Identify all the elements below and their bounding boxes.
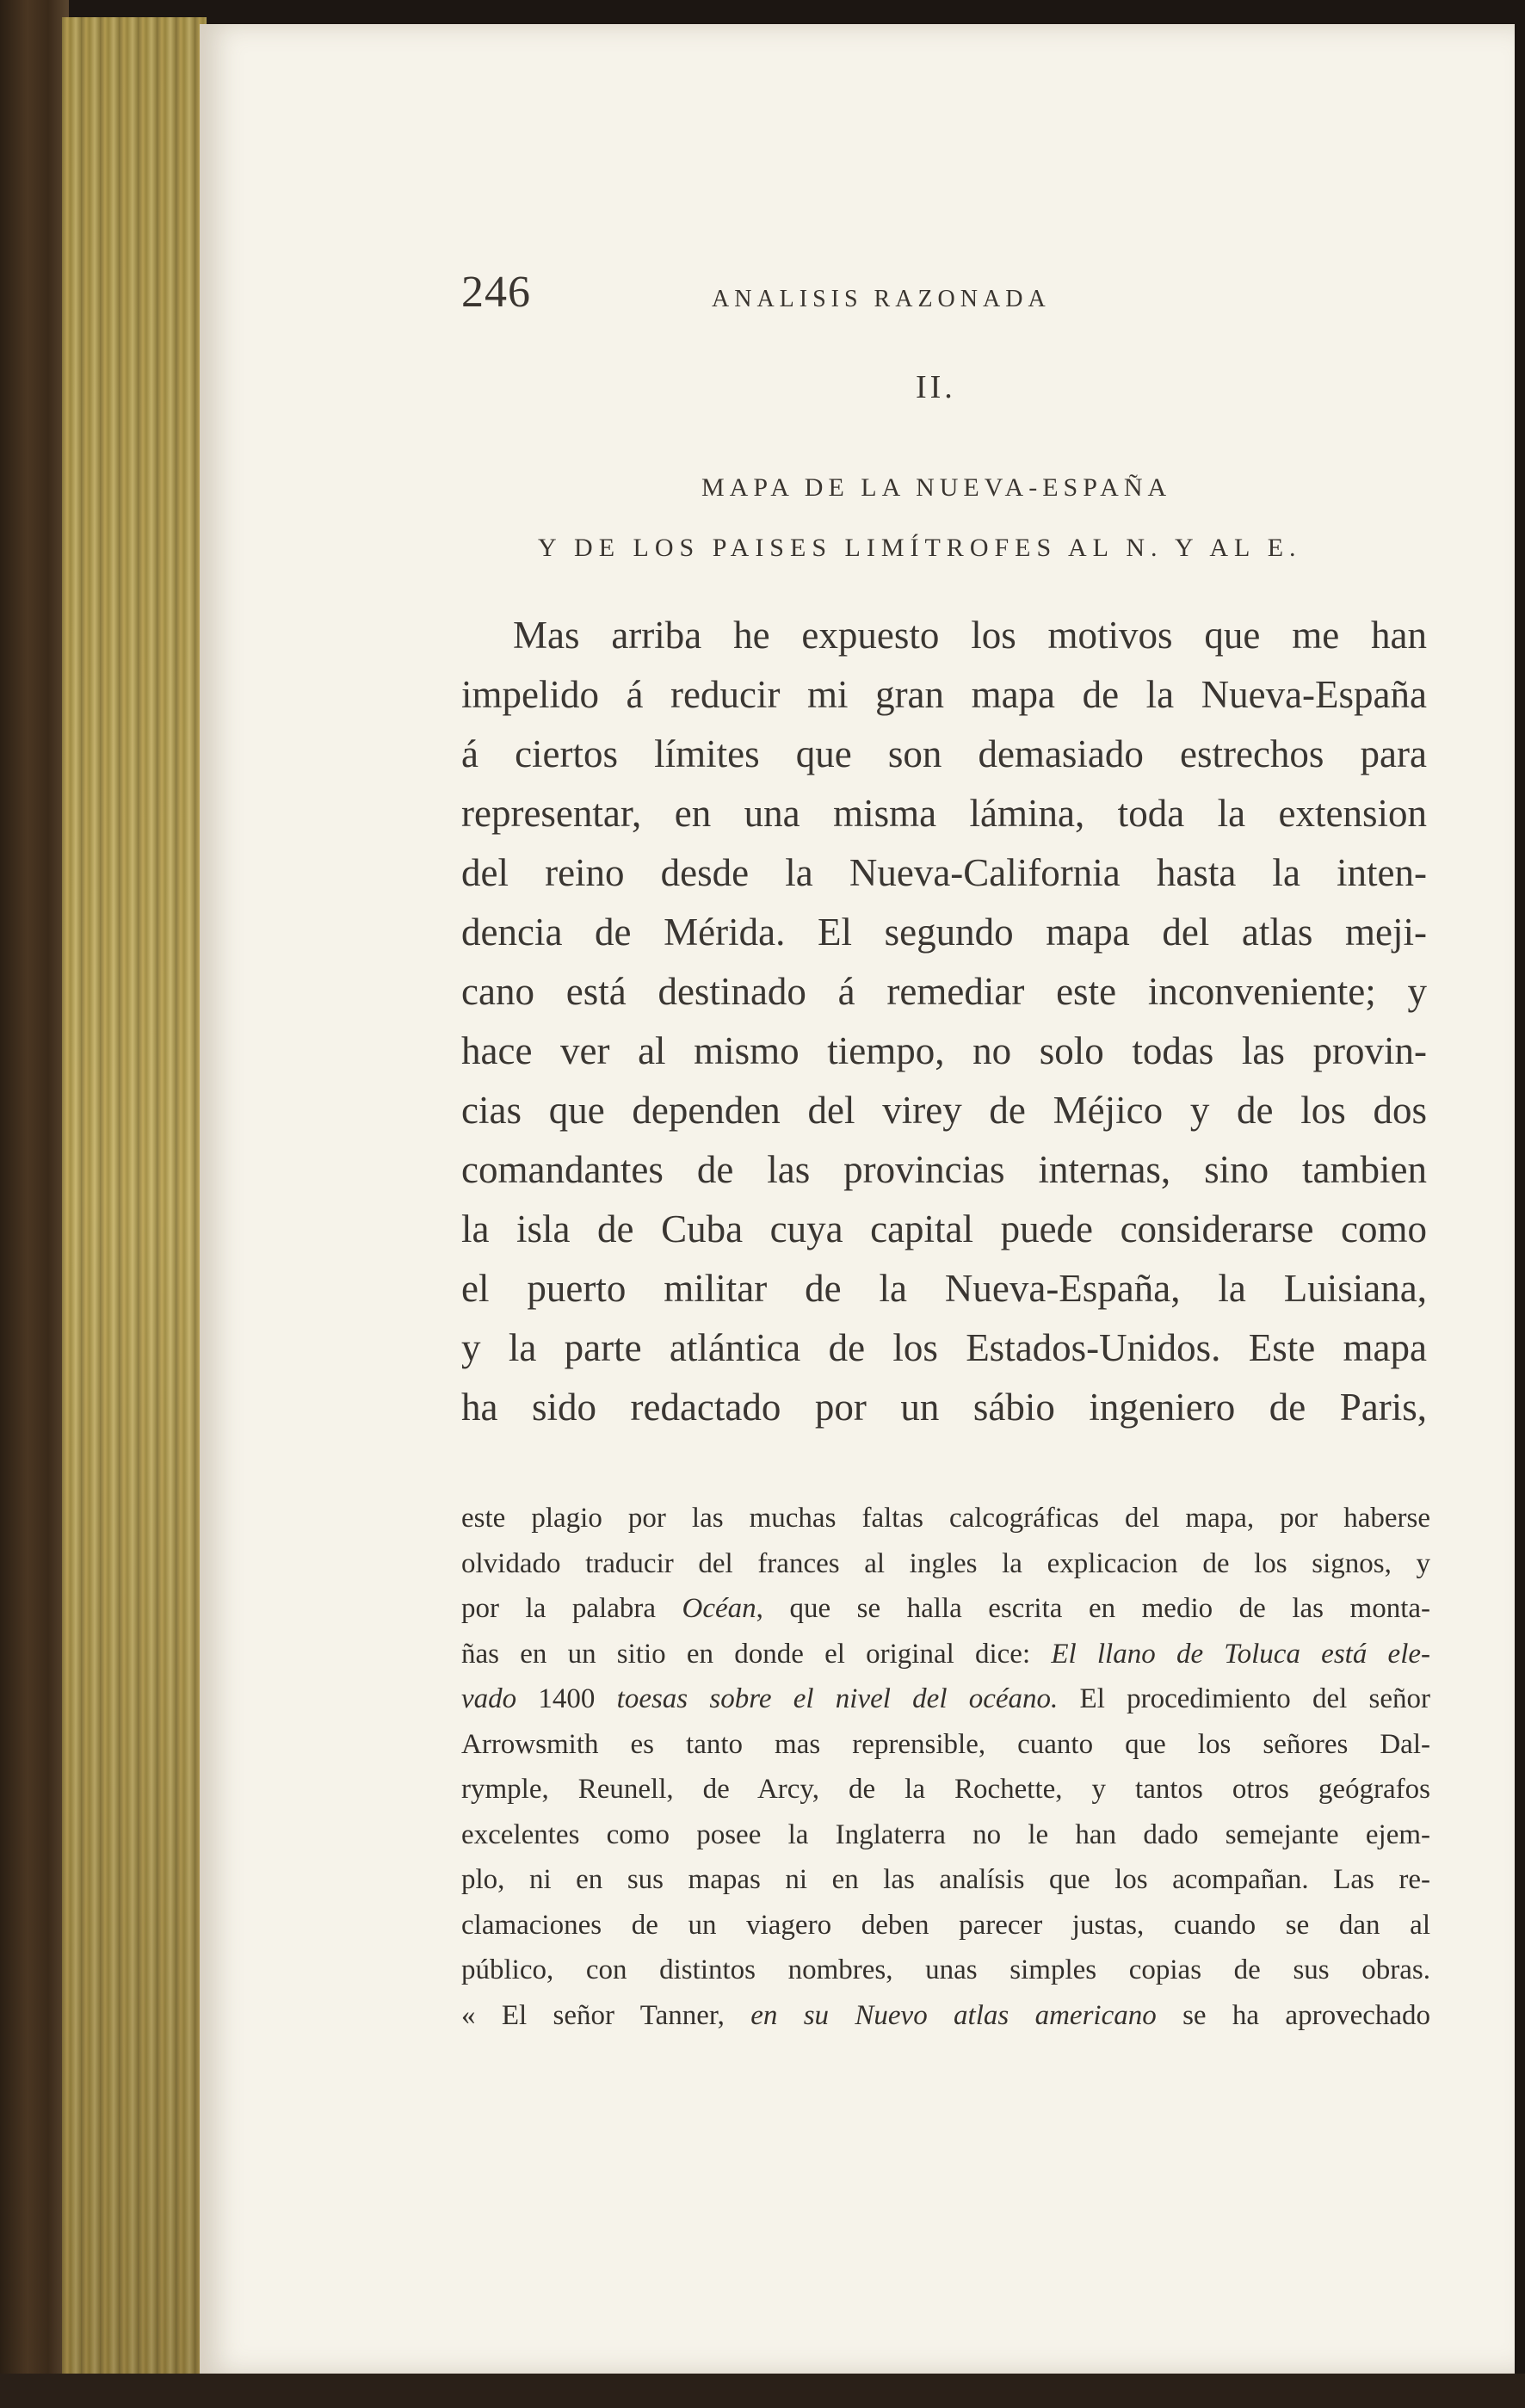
footnote-line [461,1993,1430,2039]
body-line: dencia de Mérida. El segundo mapa del atlas meji- [461,911,1427,954]
body-line: impelido á reducir mi gran mapa de la Nueva-España [461,673,1427,716]
footnote-text: se ha aprovechado [1156,1999,1431,2031]
body-line: comandantes de las provincias internas, sino tambien [461,1148,1427,1191]
footnote-italic-text: El llano de Toluca está ele- [1051,1638,1430,1670]
body-line: y la parte atlántica de los Estados-Unidos. Este mapa [461,1326,1427,1369]
body-line: Mas arriba he expuesto los motivos que me han [513,614,1427,657]
footnote-text: 1400 [538,1683,596,1714]
footnote [461,1496,1430,2038]
body-line: á ciertos límites que son demasiado estrechos para [461,732,1427,775]
book-cover-edge [0,0,69,2408]
footnote-line: olvidado traducir del frances al ingles la explicacion de los signos, y [461,1547,1430,1579]
footnote-italic-text: vado [461,1683,539,1714]
body-line: el puerto militar de la Nueva-España, la Luisiana, [461,1267,1427,1310]
footnote-line: plo, ni en sus mapas ni en las analísis que los acompañan. Las re- [461,1864,1430,1895]
section-number: II. [916,369,956,405]
body-line: hace ver al mismo tiempo, no solo todas las provin- [461,1029,1427,1072]
footnote-text: El procedimiento del señor [1058,1683,1430,1714]
body-line: cano está destinado á remediar este inconveniente; y [461,970,1427,1013]
footnote-line: excelentes como posee la Inglaterra no le han dado semejante ejem- [461,1818,1430,1850]
footnote-text: , que se halla escrita en medio de las monta- [756,1593,1430,1624]
footnote-line [461,1676,1430,1722]
footnote-line: rymple, Reunell, de Arcy, de la Rochette, y tantos otros geógrafos [461,1774,1430,1805]
body-line: ha sido redactado por un sábio ingeniero de Paris, [461,1386,1427,1429]
book-bottom-edge [0,2374,1525,2408]
body-line: del reino desde la Nueva-California hasta la inten- [461,851,1427,894]
footnote-italic-text: Océan [682,1593,756,1624]
section-heading-line-1: MAPA DE LA NUEVA-ESPAÑA [701,473,1172,502]
footnote-line: este plagio por las muchas faltas calcográficas del mapa, por haberse [461,1503,1430,1534]
body-line: cias que dependen del virey de Méjico y de los dos [461,1089,1427,1132]
footnote-line [461,1632,1430,1677]
footnote-text: por la palabra [461,1593,682,1624]
footnote-text: « El señor Tanner, [461,1999,751,2031]
footnote-line: Arrowsmith es tanto mas reprensible, cuanto que los señores Dal- [461,1728,1430,1760]
page-number: 246 [461,268,531,317]
footnote-line: público, con distintos nombres, unas simples copias de sus obras. [461,1954,1430,1985]
footnote-text: ñas en un sitio en donde el original dice: [461,1638,1052,1670]
footnote-line [461,1586,1430,1632]
footnote-italic-text: toesas sobre el nivel del océano. [595,1683,1059,1714]
body-line: representar, en una misma lámina, toda la extension [461,792,1427,835]
body-line: la isla de Cuba cuya capital puede considerarse como [461,1207,1427,1250]
footnote-italic-text: en su Nuevo atlas americano [750,1999,1157,2031]
running-head [461,267,1525,318]
footnote-line: clamaciones de un viagero deben parecer justas, cuando se dan al [461,1909,1430,1941]
body-text [461,606,1427,1437]
section-heading-line-2: Y DE LOS PAISES LIMÍTROFES AL N. Y AL E. [538,534,1302,562]
gilt-page-edges [62,17,207,2375]
running-title: ANALISIS RAZONADA [712,286,1051,312]
